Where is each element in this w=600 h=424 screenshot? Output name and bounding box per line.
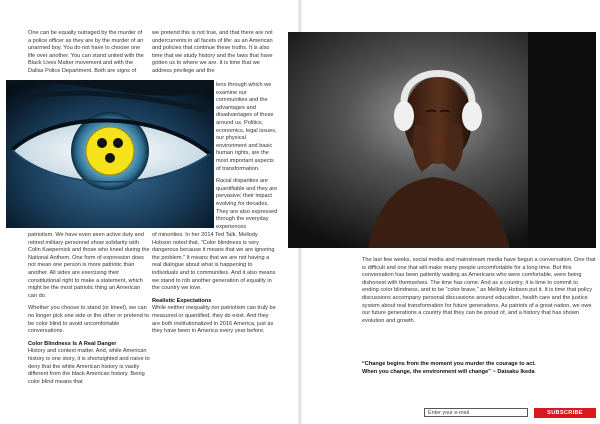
eye-illustration xyxy=(6,80,214,228)
section-heading-color-blindness: Color Blindness Is A Real Danger xyxy=(28,340,117,347)
section2-body: While neither inequality nor patriotism can truly be measured or quantified, they do exist. And they are both institutionalized in 2016 America, just as they have been in America every year before. xyxy=(152,305,276,335)
col1-paragraph: patriotism. We have even seen active duty and retired military personnel show solidarity with Colin Kaepernick and those who kneel during the National Anthem. One form of expression does not mean one person is more patriotic than another. All sides are exercising their constitutional right to make a statement, which might be the most patriotic thing an American can do. xyxy=(28,232,150,299)
woman-illustration xyxy=(288,32,596,248)
col2-top-text: we pretend this is not true, and that there are not undercurrents in all facets of life: as an American and policies that continue these truths. It is also time that we study history and the laws that have gotten us to where we are. It is time that we address privilege and the xyxy=(152,30,273,74)
col2-narrow-text xyxy=(216,82,278,236)
col3-text: The last few weeks, social media and mainstream media have begun a conversation. One that is difficult and one that will make many people uncomfortable for a long time. But this conversation has been patiently waiting as Americans who were comfortable, were being dishonest with themselves. The time has come. And as a country, it is time to commit to ending color blindness, and to be “color brave,” as Mellody Hobson put it. It is time that policy discussions accompany personal discussions around education, health care and the justice system about real transformation for future generations. As patriots of a great nation, we owe our future generations a country that they can be proud of, and a history that has shown evolution and growth. xyxy=(362,257,596,324)
pull-quote: “Change begins from the moment you murder the courage to act. When you change, the environment will change” ~ Daisaku Ikeda xyxy=(362,361,536,375)
section-heading-realistic-expectations: Realistic Expectations xyxy=(152,297,212,304)
col1-bottom-text xyxy=(28,232,150,391)
col2-paragraph: Racial disparities are quantifiable and they are pervasive; their impact evolving for decades. They are also expressed through the everyday experiences xyxy=(216,178,278,230)
email-input[interactable] xyxy=(424,408,528,417)
col2-bottom-text xyxy=(152,232,278,341)
col1-paragraph: Whether you choose to stand (or kneel), we can no longer pick one side or the other or pretend to be color blind to avoid uncomfortable conversations. xyxy=(28,305,149,335)
col2-paragraph: lens through which we examine our communities and the advantages and disadvantages of those around us. Politics, economics, legal issues, our physical environment and basic human rights, are the most important aspects of transformation. xyxy=(216,82,277,172)
col1-top-text: One can be equally outraged by the murder of a police officer as they are by the murder of an unarmed boy. You do not have to choose one life over another. You can stand united with the Black Lives Matter movement and with the Dallas Police Department. Both are signs of xyxy=(28,30,144,74)
section1-body: History and context matter. And, while American history is one story, it is shortsighted and naive to deny that the white American history is vastly different from the black American history. Being color blind means that xyxy=(28,348,150,385)
subscribe-button[interactable]: SUBSCRIBE xyxy=(534,408,596,418)
col2-paragraph: of minorities. In her 2014 Ted Talk, Mellody Hobson noted that, “Color blindness is very dangerous because it means that we are ignoring the problem.” It means that we are not having a real dialogue about what is happening to individuals and to communities. And it also means we stand to rob another generation of equality in the country we love. xyxy=(152,232,276,292)
woman-headphones-photo xyxy=(288,32,596,248)
eye-photo xyxy=(6,80,214,228)
